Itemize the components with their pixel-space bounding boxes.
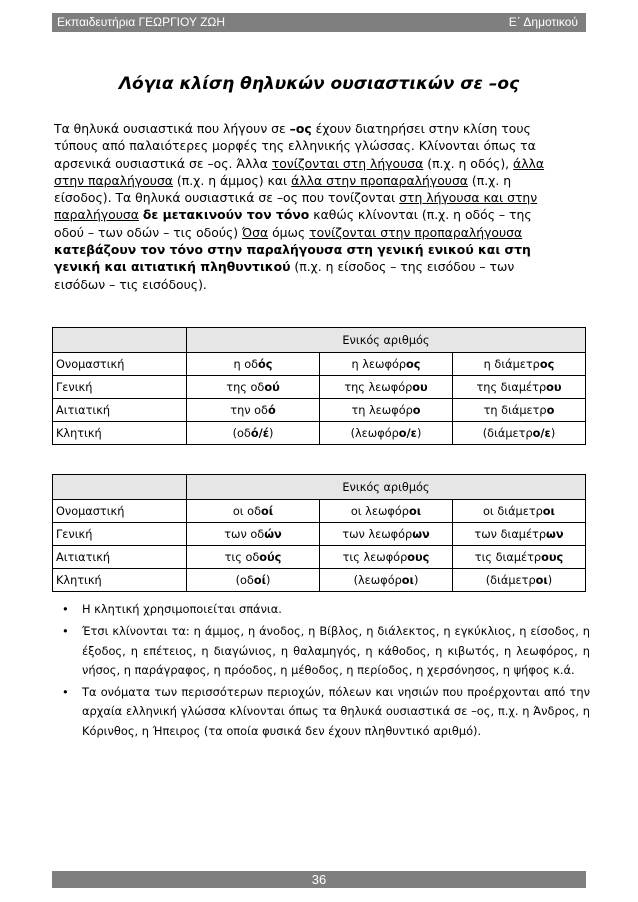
word-stem: η διάμετρ xyxy=(483,357,540,371)
word-form-cell xyxy=(187,523,320,546)
word-ending: οι xyxy=(542,504,555,518)
word-ending: ο/ε xyxy=(398,426,417,440)
note-item xyxy=(62,600,590,619)
word-ending: ό/έ xyxy=(250,426,269,440)
table-header-row xyxy=(53,475,586,500)
table-row xyxy=(53,569,586,592)
word-stem: (διάμετρ xyxy=(482,426,533,440)
word-form-cell xyxy=(453,569,586,592)
intro-underline: άλλα στην προπαραλήγουσα xyxy=(291,172,468,188)
word-ending: ων xyxy=(412,527,430,541)
intro-paragraph xyxy=(54,120,554,293)
word-form-cell xyxy=(187,500,320,523)
word-ending: οί xyxy=(253,573,266,587)
word-ending: ου xyxy=(412,380,428,394)
word-form-cell xyxy=(320,546,453,569)
word-form-cell xyxy=(320,422,453,445)
word-form-cell xyxy=(453,399,586,422)
word-form-cell xyxy=(453,422,586,445)
intro-text: (π.χ. η άμμος) και xyxy=(172,172,292,188)
word-ending: ο/ε xyxy=(532,426,551,440)
intro-ending-bold: –ος xyxy=(289,121,312,136)
word-ending: οι xyxy=(408,504,422,518)
word-form-cell xyxy=(187,376,320,399)
word-stem: οι διάμετρ xyxy=(483,504,543,518)
word-form-cell xyxy=(320,500,453,523)
word-ending: οί xyxy=(260,504,274,518)
table-header-number: Ενικός αριθμός xyxy=(187,475,586,500)
table-row xyxy=(53,399,586,422)
word-form-cell xyxy=(320,569,453,592)
table-row xyxy=(53,523,586,546)
word-form-cell xyxy=(187,353,320,376)
word-stem: της διαμέτρ xyxy=(476,380,547,394)
word-stem: τις λεωφόρ xyxy=(342,550,408,564)
word-ending: ο xyxy=(412,403,421,417)
word-stem: τις οδ xyxy=(224,550,260,564)
word-suffix: ) xyxy=(550,426,556,440)
table-row xyxy=(53,353,586,376)
header-grade: Ε΄ Δημοτικού xyxy=(508,15,578,29)
intro-bold: δε μετακινούν τον τόνο xyxy=(142,207,310,223)
word-stem: τη λεωφόρ xyxy=(351,403,413,417)
word-stem: της οδ xyxy=(226,380,265,394)
intro-text: (π.χ. η οδός), xyxy=(423,155,514,171)
table-row xyxy=(53,376,586,399)
note-item xyxy=(62,683,590,741)
footer-bar xyxy=(52,871,586,888)
word-ending: οι xyxy=(401,573,414,587)
word-ending: ούς xyxy=(259,550,282,564)
case-label: Κλητική xyxy=(53,569,187,592)
word-ending: ο xyxy=(546,403,555,417)
word-ending: ος xyxy=(406,357,421,371)
word-stem: (λεωφόρ xyxy=(353,573,402,587)
word-suffix: ) xyxy=(416,426,422,440)
case-label: Ονομαστική xyxy=(53,353,187,376)
word-form-cell xyxy=(320,376,453,399)
word-stem: (οδ xyxy=(235,573,254,587)
word-stem: οι οδ xyxy=(232,504,261,518)
intro-underline: τονίζονται στη λήγουσα xyxy=(271,155,424,171)
bullet-icon: • xyxy=(62,602,69,616)
table-row xyxy=(53,546,586,569)
word-stem: των λεωφόρ xyxy=(342,527,413,541)
case-label: Γενική xyxy=(53,523,187,546)
table-header-blank xyxy=(53,475,187,500)
word-form-cell xyxy=(187,546,320,569)
case-label: Ονομαστική xyxy=(53,500,187,523)
note-text: Τα ονόματα των περισσότερων περιοχών, πόλεων και νησιών που προέρχονται από την αρχαία ελληνική γλώσσα κλίνονται όπως τα θηλυκά ουσιαστικά σε –ος, π.χ. η Άνδρος, η Κόρινθος, η Ήπειρος (τα οποία φυσικά δεν έχουν πληθυντικό αριθμό). xyxy=(82,685,590,738)
header-bar xyxy=(52,13,586,32)
word-form-cell xyxy=(453,376,586,399)
word-ending: ό xyxy=(267,403,276,417)
word-stem: η οδ xyxy=(233,357,259,371)
word-form-cell xyxy=(187,569,320,592)
intro-text: καθώς κλίνονται (π.χ. η οδός – της οδού – των οδών – τις οδούς) xyxy=(54,207,532,240)
word-stem: (οδ xyxy=(232,426,251,440)
word-form-cell xyxy=(453,500,586,523)
header-school-name: Εκπαιδευτήρια ΓΕΩΡΓΙΟΥ ΖΩΗ xyxy=(57,15,226,29)
word-suffix: ) xyxy=(269,426,274,440)
intro-underline: στη λήγουσα και στην παραλήγουσα xyxy=(54,190,538,223)
intro-underline: Όσα xyxy=(242,224,269,240)
table-row xyxy=(53,500,586,523)
word-form-cell xyxy=(187,422,320,445)
plural-declension-table xyxy=(52,474,586,592)
word-stem: η λεωφόρ xyxy=(351,357,407,371)
word-stem: τις διαμέτρ xyxy=(474,550,542,564)
intro-text: (π.χ. η είσοδος – της εισόδου – των εισόδων – τις εισόδους). xyxy=(54,259,515,292)
word-suffix: ) xyxy=(547,573,553,587)
bullet-icon: • xyxy=(62,685,69,700)
word-form-cell xyxy=(453,523,586,546)
note-item xyxy=(62,622,590,680)
word-form-cell xyxy=(453,353,586,376)
word-stem: (λεωφόρ xyxy=(350,426,399,440)
word-form-cell xyxy=(320,353,453,376)
intro-text: όμως xyxy=(268,224,310,240)
word-suffix: ) xyxy=(413,573,419,587)
note-text: Έτσι κλίνονται τα: η άμμος, η άνοδος, η Βίβλος, η διάλεκτος, η εγκύκλιος, η είσοδος, η έξοδος, η επέτειος, η διαγώνιος, η θαλαμηγός, η κάθοδος, η κιβωτός, η λεωφόρος, η νήσος, η παράγραφος, η πρόοδος, η μέθοδος, η περίοδος, η χερσόνησος, η ψήφος κ.ά. xyxy=(82,624,590,677)
word-ending: ους xyxy=(541,550,564,564)
word-stem: (διάμετρ xyxy=(485,573,536,587)
word-stem: την οδ xyxy=(230,403,268,417)
page-title: Λόγια κλίση θηλυκών ουσιαστικών σε –ος xyxy=(118,74,520,94)
table-row xyxy=(53,422,586,445)
intro-bold: κατεβάζουν τον τόνο στην παραλήγουσα στη γενική ενικού και στη γενική και αιτιατική πληθυντικού xyxy=(54,242,531,275)
notes-list xyxy=(62,600,590,744)
word-form-cell xyxy=(320,523,453,546)
singular-declension-table xyxy=(52,327,586,445)
word-ending: ός xyxy=(258,357,273,371)
table-header-number: Ενικός αριθμός xyxy=(187,328,586,353)
word-ending: ου xyxy=(546,380,562,394)
word-ending: ος xyxy=(539,357,555,371)
bullet-icon: • xyxy=(62,624,69,639)
word-ending: οι xyxy=(535,573,548,587)
intro-text: (π.χ. η είσοδος). Τα θηλυκά ουσιαστικά σε –ος που τονίζονται xyxy=(54,172,512,206)
word-stem: τη διάμετρ xyxy=(483,403,547,417)
word-form-cell xyxy=(453,546,586,569)
word-ending: ους xyxy=(407,550,430,564)
case-label: Αιτιατική xyxy=(53,399,187,422)
word-form-cell xyxy=(320,399,453,422)
word-stem: οι λεωφόρ xyxy=(350,504,409,518)
intro-text: Τα θηλυκά ουσιαστικά που λήγουν σε xyxy=(54,121,290,136)
word-ending: ών xyxy=(264,527,282,541)
intro-text: έχουν διατηρήσει στην κλίση τους τύπους από παλαιότερες μορφές της ελληνικής γλώσσας. Κλίνονται όπως τα αρσενικά ουσιαστικά σε –ος. Άλλα xyxy=(54,121,536,171)
table-header-blank xyxy=(53,328,187,353)
word-stem: των οδ xyxy=(224,527,265,541)
case-label: Γενική xyxy=(53,376,187,399)
note-text: Η κλητική χρησιμοποιείται σπάνια. xyxy=(82,602,282,616)
word-suffix: ) xyxy=(265,573,271,587)
intro-underline: τονίζονται στην προπαραλήγουσα xyxy=(309,224,523,240)
word-stem: της λεωφόρ xyxy=(344,380,413,394)
page-number: 36 xyxy=(311,872,327,887)
word-form-cell xyxy=(187,399,320,422)
word-ending: ων xyxy=(546,527,564,541)
word-ending: ού xyxy=(264,380,280,394)
intro-underline: άλλα στην παραλήγουσα xyxy=(54,155,545,188)
table-header-row xyxy=(53,328,586,353)
case-label: Κλητική xyxy=(53,422,187,445)
word-stem: των διαμέτρ xyxy=(474,527,547,541)
case-label: Αιτιατική xyxy=(53,546,187,569)
